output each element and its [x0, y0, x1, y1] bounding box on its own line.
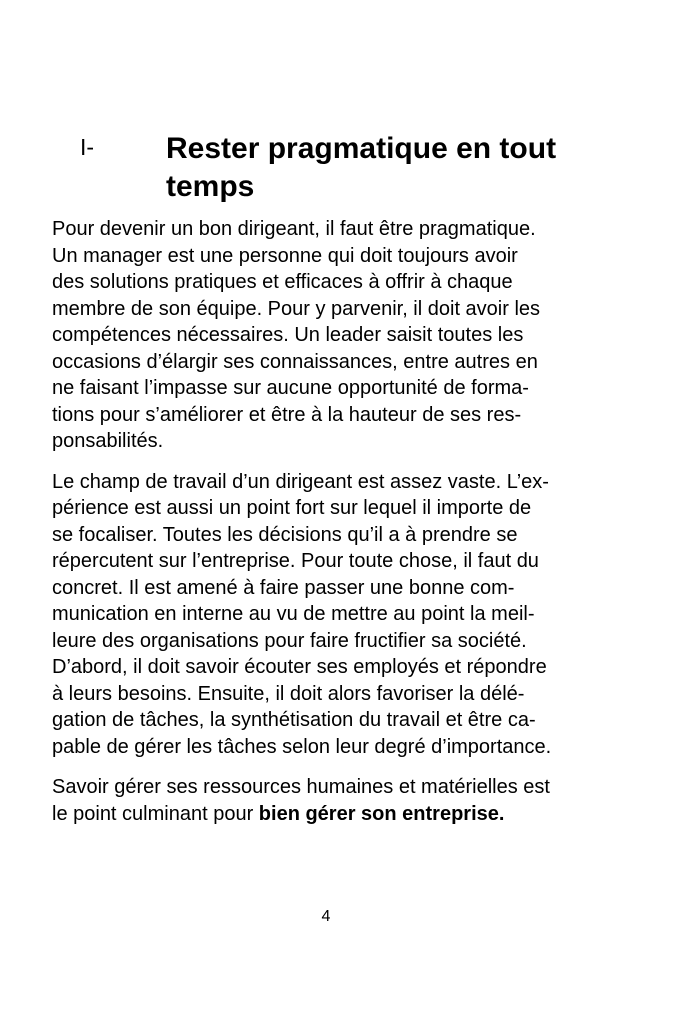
text-line: des solutions pratiques et efficaces à offrir à chaque — [52, 271, 513, 293]
text-line: occasions d’élargir ses connaissances, entre autres en — [52, 350, 538, 373]
paragraph-2 — [52, 469, 662, 761]
text-segment: le point culminant pour — [52, 802, 259, 825]
text-line — [52, 801, 662, 828]
text-line: pable de gérer les tâches selon leur degré d’importance. — [52, 735, 552, 758]
text-line: leure des organisations pour faire fructifier sa société. — [52, 629, 527, 652]
section-title-line: Rester pragmatique en tout — [166, 132, 557, 165]
text-line: se focaliser. Toutes les décisions qu’il a à prendre se — [52, 523, 518, 546]
page-number: 4 — [321, 908, 331, 925]
text-line: Le champ de travail d’un dirigeant est assez vaste. L’ex- — [52, 470, 549, 493]
emphasis-text: bien gérer son entreprise. — [258, 802, 505, 825]
text-line: à leurs besoins. Ensuite, il doit alors favoriser la délé- — [52, 682, 525, 705]
text-line: concret. Il est amené à faire passer une bonne com- — [52, 576, 515, 599]
text-line: ne faisant l’impasse sur aucune opportunité de forma- — [52, 377, 529, 399]
text-line: Pour devenir un bon dirigeant, il faut être pragmatique. — [52, 218, 536, 240]
body-text — [52, 216, 662, 841]
text-line: périence est aussi un point fort sur lequel il importe de — [52, 497, 532, 519]
text-line: munication en interne au vu de mettre au point la meil- — [52, 603, 535, 625]
paragraph-3 — [52, 774, 662, 827]
text-line: répercutent sur l’entreprise. Pour toute chose, il faut du — [52, 550, 539, 572]
text-line: Savoir gérer ses ressources humaines et matérielles est — [52, 776, 550, 798]
text-line: gation de tâches, la synthétisation du travail et être ca- — [52, 709, 536, 731]
section-number: I- — [80, 134, 95, 160]
text-line: Un manager est une personne qui doit toujours avoir — [52, 244, 518, 267]
section-title — [166, 130, 626, 206]
text-line: D’abord, il doit savoir écouter ses employés et répondre — [52, 656, 547, 678]
text-line: tions pour s’améliorer et être à la hauteur de ses res- — [52, 403, 522, 426]
text-line: membre de son équipe. Pour y parvenir, il doit avoir les — [52, 297, 541, 320]
paragraph-1 — [52, 216, 662, 455]
text-line: compétences nécessaires. Un leader saisit toutes les — [52, 324, 524, 346]
text-line: ponsabilités. — [52, 430, 164, 452]
section-title-line: temps — [166, 170, 255, 203]
